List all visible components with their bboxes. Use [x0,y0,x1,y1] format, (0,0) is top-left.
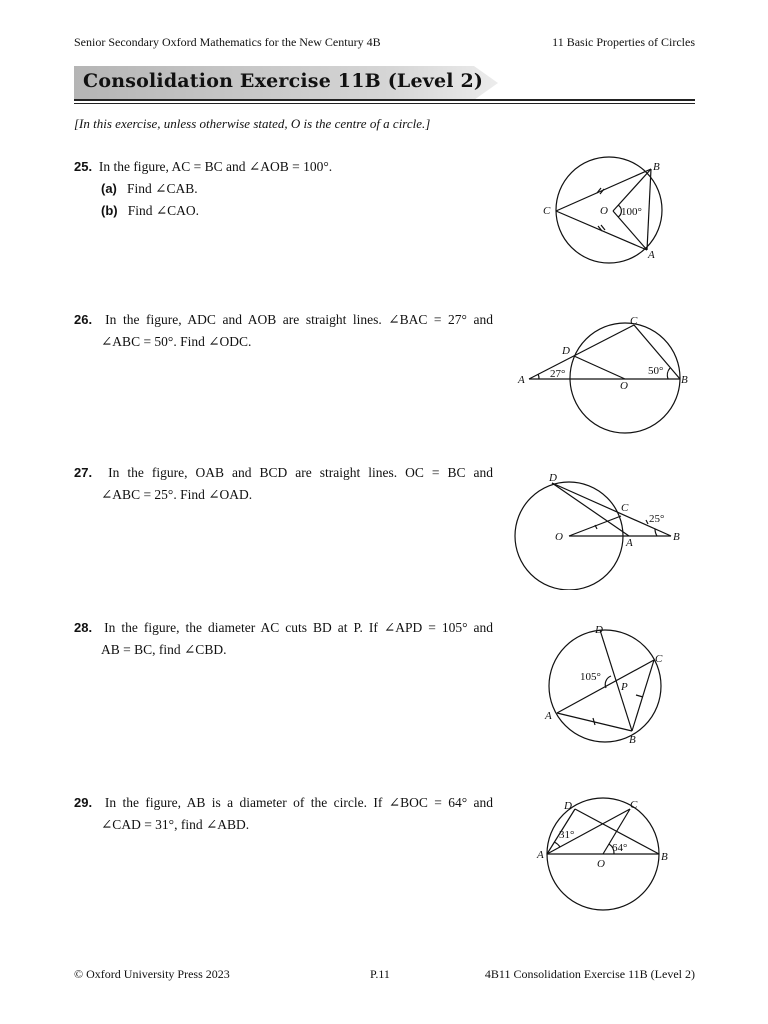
note-text: [In this exercise, unless otherwise stated, O is the centre of a circle.] [74,116,431,131]
question-text-line1: In the figure, AB is a diameter of the circle. If ∠BOC = 64° and [104,795,494,810]
angle-arc [667,368,670,379]
tick-mark [601,225,605,230]
segment-OB [613,169,651,211]
question-text-line1: In the figure, ADC and AOB are straight lines. ∠BAC = 27° and [105,312,493,327]
question-number: 29. [74,795,93,810]
circle [570,323,680,433]
figure-q29 [528,795,688,925]
label-A: A [537,849,544,861]
question-28 [74,617,493,661]
question-text-line2: ∠ABC = 25°. Find ∠OAD. [101,487,253,502]
label-A: A [518,374,525,386]
segment-BCD [552,483,671,536]
question-text-line1: In the figure, OAB and BCD are straight lines. OC = BC and [108,465,493,480]
question-text: In the figure, AC = BC and ∠AOB = 100°. [98,159,333,174]
question-text-line2: ∠CAD = 31°, find ∠ABD. [101,817,250,832]
label-A: A [648,249,655,261]
title-rule-thin [74,103,695,104]
angle-label-27: 27° [550,368,566,380]
question-29 [74,792,493,836]
label-C: C [630,315,638,327]
question-26 [74,309,493,353]
label-C: C [630,799,638,811]
label-B: B [673,531,680,543]
question-27 [74,462,493,506]
label-O: O [620,380,628,392]
segment-AB [647,169,651,250]
label-B: B [661,851,668,863]
angle-label-105: 105° [580,671,601,683]
label-P: P [621,681,628,693]
label-A: A [626,537,633,549]
label-D: D [549,472,557,484]
part-text: Find ∠CAO. [127,203,200,218]
angle-label-25: 25° [649,513,665,525]
question-number: 25. [74,159,93,174]
label-D: D [564,800,572,812]
tick-mark [636,695,643,697]
segment-ADC [529,325,634,379]
question-number: 26. [74,312,93,327]
label-O: O [597,858,605,870]
question-25 [74,156,332,222]
label-A: A [545,710,552,722]
segment-DO [574,356,625,379]
exercise-note [74,116,430,132]
exercise-title: Consolidation Exercise 11B (Level 2) [83,70,484,92]
tick-mark [646,520,648,524]
question-text-line2: ∠ABC = 50°. Find ∠ODC. [101,334,252,349]
part-label: (b) [101,203,118,218]
question-number: 28. [74,620,93,635]
angle-label: 100° [621,206,642,218]
footer-copyright: © Oxford University Press 2023 [74,967,230,981]
label-B: B [629,734,636,746]
label-D: D [595,624,603,636]
label-C: C [621,502,629,514]
angle-label-64: 64° [612,842,628,854]
question-number: 27. [74,465,93,480]
footer-section: 4B11 Consolidation Exercise 11B (Level 2) [484,967,695,981]
title-rule [74,99,695,101]
angle-arc [554,842,560,847]
label-O: O [555,531,563,543]
label-B: B [681,374,688,386]
label-B: B [653,161,660,173]
running-header-right: 11 Basic Properties of Circles [552,35,695,49]
figure-q25 [530,150,680,265]
angle-label-50: 50° [648,365,664,377]
figure-q28 [535,618,685,750]
figure-q26 [510,308,700,438]
figure-q27 [505,465,695,590]
circle [556,157,662,263]
question-text-line1: In the figure, the diameter AC cuts BD at P. If ∠APD = 105° and [104,620,494,635]
label-C: C [655,653,663,665]
angle-arc [538,374,539,379]
label-D: D [562,345,570,357]
label-C: C [543,205,551,217]
running-header-left: Senior Secondary Oxford Mathematics for the New Century 4B [74,35,381,49]
label-O: O [600,205,608,217]
question-text-line2: AB = BC, find ∠CBD. [101,642,227,657]
part-label: (a) [101,181,117,196]
footer-page-number: P.11 [370,967,390,981]
angle-label-31: 31° [559,829,575,841]
part-text: Find ∠CAB. [127,181,198,196]
